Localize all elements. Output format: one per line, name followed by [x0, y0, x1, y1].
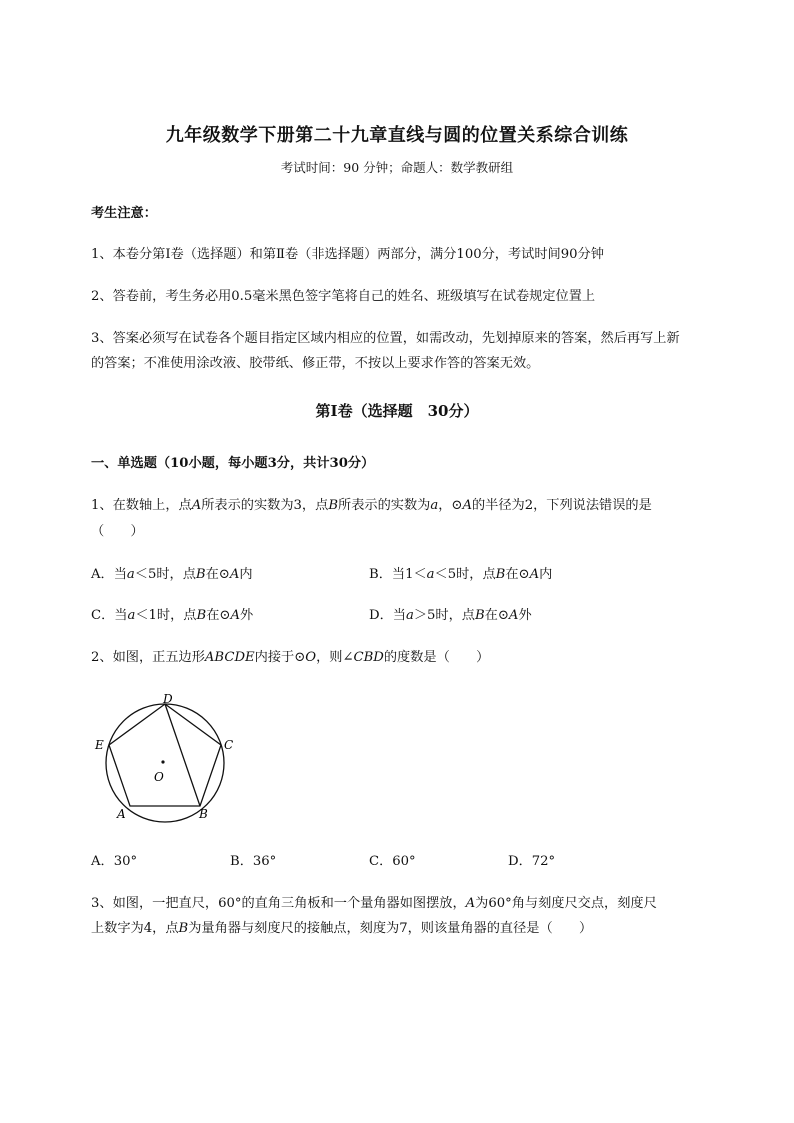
question-1-option-d[interactable]: D．当a＞5时，点B在⊙A外 [369, 608, 532, 623]
label-e: E [95, 738, 104, 752]
question-1-option-b[interactable]: B．当1＜a＜5时，点B在⊙A内 [369, 567, 553, 582]
question-2-option-a[interactable]: A．30° [91, 854, 138, 869]
label-b: B [199, 807, 208, 821]
question-2-option-d[interactable]: D．72° [508, 854, 556, 869]
exam-info: 考试时间：90 分钟；命题人：数学教研组 [280, 160, 514, 175]
label-d: D [163, 692, 173, 706]
page-title: 九年级数学下册第二十九章直线与圆的位置关系综合训练 [165, 125, 629, 146]
label-c: C [224, 738, 234, 752]
question-1-option-a[interactable]: A．当a＜5时，点B在⊙A内 [91, 567, 253, 582]
question-2-option-c[interactable]: C．60° [369, 854, 416, 869]
question-3-line-1: 3、如图，一把直尺，60°的直角三角板和一个量角器如图摆放，A为60°角与刻度尺交点，刻度尺 [91, 896, 657, 911]
notice-item-3: 3、答案必须写在试卷各个题目指定区域内相应的位置，如需改动，先划掉原来的答案，然后再写上新 [91, 331, 680, 346]
notice-item-2: 2、答卷前，考生务必用0.5毫米黑色签字笔将自己的姓名、班级填写在试卷规定位置上 [91, 289, 596, 304]
notice-item-1: 1、本卷分第Ⅰ卷（选择题）和第Ⅱ卷（非选择题）两部分，满分100分，考试时间90分钟 [91, 247, 604, 262]
segment-bd [165, 704, 200, 806]
question-2-stem: 2、如图，正五边形ABCDE内接于⊙O，则∠CBD的度数是（ ） [91, 650, 490, 665]
pentagon-circle-figure [85, 685, 245, 825]
label-o: O [154, 770, 164, 784]
part-title: 第Ⅰ卷（选择题 30分） [315, 402, 479, 420]
notice-item-3-cont: 的答案；不准使用涂改液、胶带纸、修正带，不按以上要求作答的答案无效。 [91, 356, 540, 371]
question-1-stem: 1、在数轴上，点A所表示的实数为3，点B所表示的实数为a，⊙A的半径为2，下列说法错误的是 [91, 498, 652, 513]
question-1-option-c[interactable]: C．当a＜1时，点B在⊙A外 [91, 608, 254, 623]
center-point-o [161, 760, 164, 763]
question-3-line-2: 上数字为4，点B为量角器与刻度尺的接触点，刻度为7，则该量角器的直径是（ ） [91, 921, 593, 936]
section-heading: 一、单选题（10小题，每小题3分，共计30分） [91, 456, 375, 471]
circle-o [106, 704, 224, 822]
question-2-option-b[interactable]: B．36° [230, 854, 277, 869]
label-a: A [117, 807, 126, 821]
question-1-paren: （ ） [91, 524, 144, 539]
notice-heading: 考生注意： [91, 206, 157, 221]
